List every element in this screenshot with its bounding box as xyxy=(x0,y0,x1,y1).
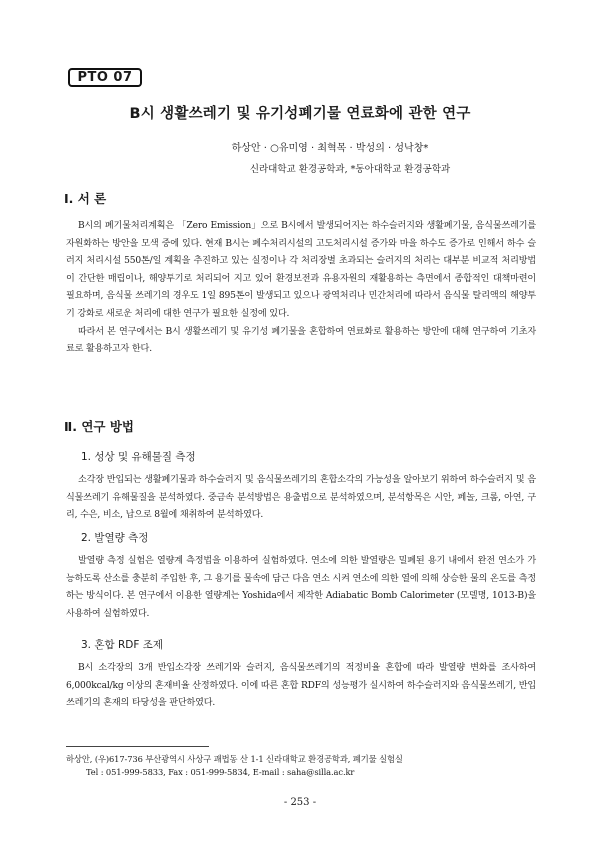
paper-title: B시 생활쓰레기 및 유기성폐기물 연료화에 관한 연구 xyxy=(129,106,471,122)
section-heading-methods: Ⅱ. 연구 방법 xyxy=(64,419,134,434)
intro-paragraph-1: B시의 폐기물처리계획은 「Zero Emission」으로 B시에서 발생되어지는 하수슬러지와 생활폐기물, 음식물쓰레기를 자원화하는 방안을 모색 중에 있다. 현재 B시는 폐수처리시설의 고도처리시설 증가와 마을 하수도 증가로 인해서 하수 슬러지 처리시설 550톤/일 계획을 추진하고 있는 실정이나 각 처리장별 초과되는 슬러지의 처리는 대부분 비교적 처리방법이 간단한 매립이나, 해양투기로 처리되어 지고 있어 환경보전과 유용자원의 재활용하는 측면에서 종합적인 대책마련이 필요하며, 음식물 쓰레기의 경우도 1일 895톤이 발생되고 있으나 광역처리나 민간처리에 따라서 음식물 탈리액의 해양투기 강화로 새로운 처리에 대한 연구가 필요한 실정에 있다. xyxy=(66,221,536,319)
intro-paragraph-2: 따라서 본 연구에서는 B시 생활쓰레기 및 유기성 폐기물을 혼합하여 연료화로 활용하는 방안에 대해 연구하여 기초자료로 활용하고자 한다. xyxy=(66,326,536,355)
footnote-divider xyxy=(66,746,209,747)
affiliation: 신라대학교 환경공학과, *동아대학교 환경공학과 xyxy=(249,164,451,175)
footnote-contact: Tel : 051-999-5833, Fax : 051-999-5834, E-mail : saha@silla.ac.kr xyxy=(86,767,355,777)
subsection-body-2 xyxy=(66,553,536,623)
page-number: - 253 - xyxy=(283,797,317,808)
session-badge: PTO 07 xyxy=(68,68,142,87)
subsection-body-3 xyxy=(66,660,536,713)
footnote-address: 하상안, (우)617-736 부산광역시 사상구 괘법동 산 1-1 신라대학교 환경공학과, 폐기물 실험실 xyxy=(66,754,403,764)
subsection-paragraph-3: B시 소각장의 3개 반입소각장 쓰레기와 슬러지, 음식물쓰레기의 적정비율 혼합에 따라 발열량 변화를 조사하여 6,000kcal/kg 이상의 혼재비율 산정하였다. 이에 따른 혼합 RDF의 성능평가 실시하여 하수슬러지와 음식물쓰레기, 반입쓰레기의 혼재의 타당성을 판단하였다. xyxy=(66,663,536,709)
subsection-body-1 xyxy=(66,472,536,525)
subsection-paragraph-1: 소각장 반입되는 생활폐기물과 하수슬러지 및 음식물쓰레기의 혼합소각의 가능성을 알아보기 위하여 하수슬러지 및 음식물쓰레기 유해물질을 분석하였다. 중금속 분석방법은 용출법으로 분석하였으며, 분석항목은 시안, 페놀, 크롬, 아연, 구리, 수은, 비소, 납으로 8월에 채취하여 분석하였다. xyxy=(66,475,536,521)
subsection-heading-3: 3. 혼합 RDF 조제 xyxy=(81,639,164,651)
subsection-heading-2: 2. 발열량 측정 xyxy=(81,532,149,544)
intro-body xyxy=(66,218,536,359)
subsection-paragraph-2: 발열량 측정 실험은 열량계 측정법을 이용하여 실험하였다. 연소에 의한 발열량은 밀폐된 용기 내에서 완전 연소가 가능하도록 산소를 충분히 주입한 후, 그 용기를 물속에 담근 다음 연소 시켜 연소에 의한 열에 의해 상승한 물의 온도를 측정하는 방식이다. 본 연구에서 이용한 열량계는 Yoshida에서 제작한 Adiabatic Bomb Calorimeter (모델명, 1013-B)을 사용하여 실험하였다. xyxy=(66,556,536,619)
subsection-heading-1: 1. 성상 및 유해물질 측정 xyxy=(81,451,196,463)
author-list: 하상안 · ○유미영 · 최혁목 · 박성의 · 성낙창* xyxy=(231,143,429,154)
section-heading-intro: Ⅰ. 서 론 xyxy=(64,191,107,206)
